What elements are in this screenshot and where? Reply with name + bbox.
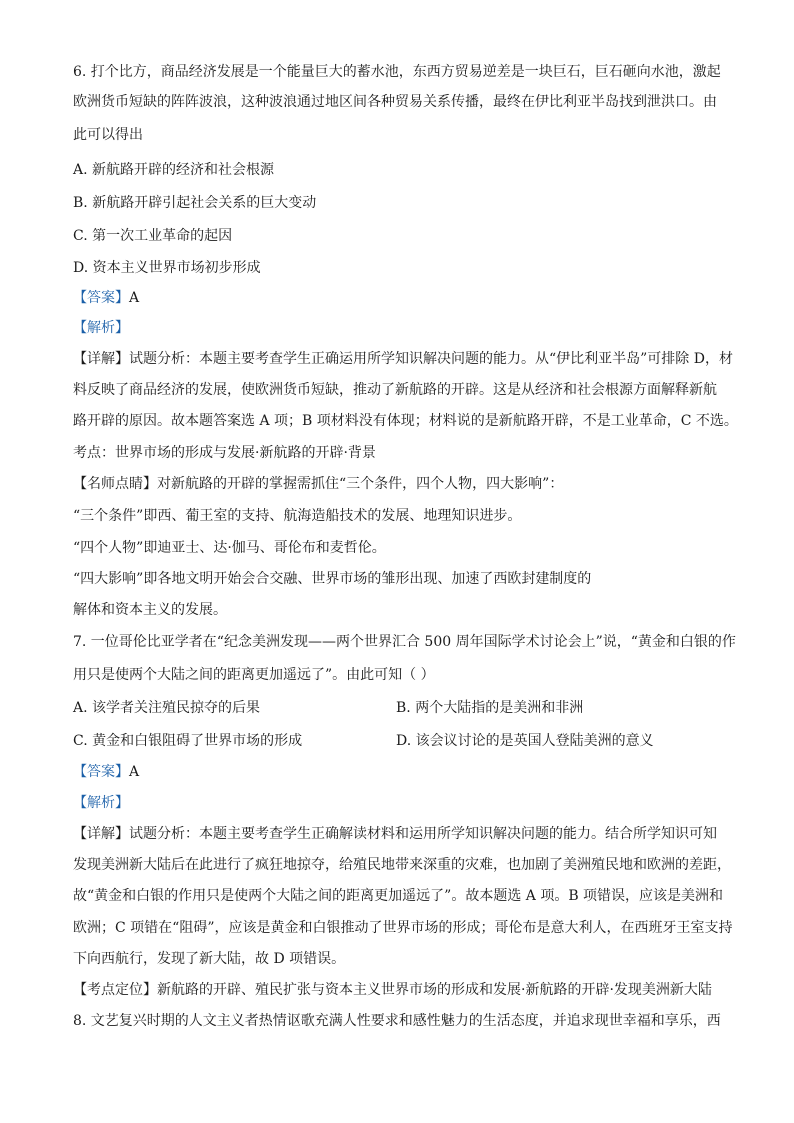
q7-point-line (73, 980, 712, 1000)
q7-detail-line-1 (73, 824, 717, 844)
q6-answer-value: A (129, 290, 140, 306)
q6-option-c: C. 第一次工业革命的起因 (73, 228, 233, 244)
q6-stem-line-3: 此可以得出 (73, 127, 143, 143)
q6-detail-line-4: 考点：世界市场的形成与发展·新航路的开辟·背景 (73, 445, 376, 461)
q6-tip-tag: 【名师点睛】 (73, 476, 157, 492)
q6-option-d: D. 资本主义世界市场初步形成 (73, 260, 261, 276)
q7-answer-tag: 【答案】 (73, 764, 129, 780)
q6-option-a: A. 新航路开辟的经济和社会根源 (73, 162, 275, 178)
q7-answer-value: A (129, 764, 140, 780)
q7-detail-line-4: 欧洲；C 项错在“阻碍”，应该是黄金和白银推动了世界市场的形成；哥伦布是意大利人，在西班牙王室支持 (73, 920, 733, 936)
q7-option-d: D. 该会议讨论的是英国人登陆美洲的意义 (396, 733, 654, 749)
q6-stem-line-2: 欧洲货币短缺的阵阵波浪，这种波浪通过地区间各种贸易关系传播，最终在伊比利亚半岛找到泄洪口。由 (73, 94, 717, 110)
q6-tip-line-2: “三个条件”即西、葡王室的支持、航海造船技术的发展、地理知识进步。 (73, 508, 522, 524)
q6-tip-line-1 (73, 474, 563, 494)
q7-detail-line-2: 发现美洲新大陆后在此进行了疯狂地掠夺，给殖民地带来深重的灾难，也加剧了美洲殖民地和欧洲的差距， (73, 857, 731, 873)
q7-analysis-label: 【解析】 (73, 795, 129, 811)
q6-answer-tag: 【答案】 (73, 290, 129, 306)
q7-option-a: A. 该学者关注殖民掠夺的后果 (73, 700, 261, 716)
q7-analysis-tag (73, 793, 129, 813)
q6-option-b: B. 新航路开辟引起社会关系的巨大变动 (73, 195, 317, 211)
q6-detail-line-3: 路开辟的原因。故本题答案选 A 项；B 项材料没有体现；材料说的是新航路开辟，不是工业革命，C 不选。 (73, 413, 738, 429)
q7-option-c: C. 黄金和白银阻碍了世界市场的形成 (73, 733, 303, 749)
q6-tip-line-3: “四个人物”即迪亚士、达·伽马、哥伦布和麦哲伦。 (73, 540, 386, 556)
q7-stem-line-2: 用只是使两个大陆之间的距离更加遥远了”。由此可知（ ） (73, 667, 435, 683)
q7-detail-tag: 【详解】 (73, 826, 129, 842)
q6-analysis-label: 【解析】 (73, 320, 129, 336)
q6-tip-line-4: “四大影响”即各地文明开始会合交融、世界市场的雏形出现、加速了西欧封建制度的 (73, 571, 592, 587)
q7-detail-text-1: 试题分析：本题主要考查学生正确解读材料和运用所学知识解决问题的能力。结合所学知识可知 (129, 826, 717, 842)
q7-point-text: 新航路的开辟、殖民扩张与资本主义世界市场的形成和发展·新航路的开辟·发现美洲新大陆 (157, 982, 712, 998)
q6-detail-line-1 (73, 349, 733, 369)
q7-answer (73, 762, 139, 782)
q6-stem-line-1: 6. 打个比方，商品经济发展是一个能量巨大的蓄水池，东西方贸易逆差是一块巨石，巨石砸向水池，激起 (73, 64, 721, 80)
q7-option-b: B. 两个大陆指的是美洲和非洲 (396, 700, 584, 716)
q8-stem-line-1: 8. 文艺复兴时期的人文主义者热情讴歌充满人性要求和感性魅力的生活态度，并追求现世幸福和享乐，西 (73, 1013, 721, 1029)
q7-stem-line-1: 7. 一位哥伦比亚学者在“纪念美洲发现——两个世界汇合 500 周年国际学术讨论会上”说，“黄金和白银的作 (73, 634, 736, 650)
q6-detail-tag: 【详解】 (73, 351, 129, 367)
q6-detail-text-1: 试题分析：本题主要考查学生正确运用所学知识解决问题的能力。从“伊比利亚半岛”可排除 D，材 (129, 351, 733, 367)
q6-tip-text-1: 对新航路的开辟的掌握需抓住“三个条件，四个人物，四大影响”： (157, 476, 564, 492)
q7-detail-line-5: 下向西航行，发现了新大陆，故 D 项错误。 (73, 951, 346, 967)
q7-detail-line-3: 故“黄金和白银的作用只是使两个大陆之间的距离更加遥远了”。故本题选 A 项。B 项错误，应该是美洲和 (73, 888, 724, 904)
q6-analysis-tag (73, 318, 129, 338)
q6-answer (73, 288, 139, 308)
q6-detail-line-2: 料反映了商品经济的发展，使欧洲货币短缺，推动了新航路的开辟。这是从经济和社会根源方面解释新航 (73, 382, 717, 398)
q7-point-tag: 【考点定位】 (73, 982, 157, 998)
q6-tip-line-5: 解体和资本主义的发展。 (73, 602, 227, 618)
